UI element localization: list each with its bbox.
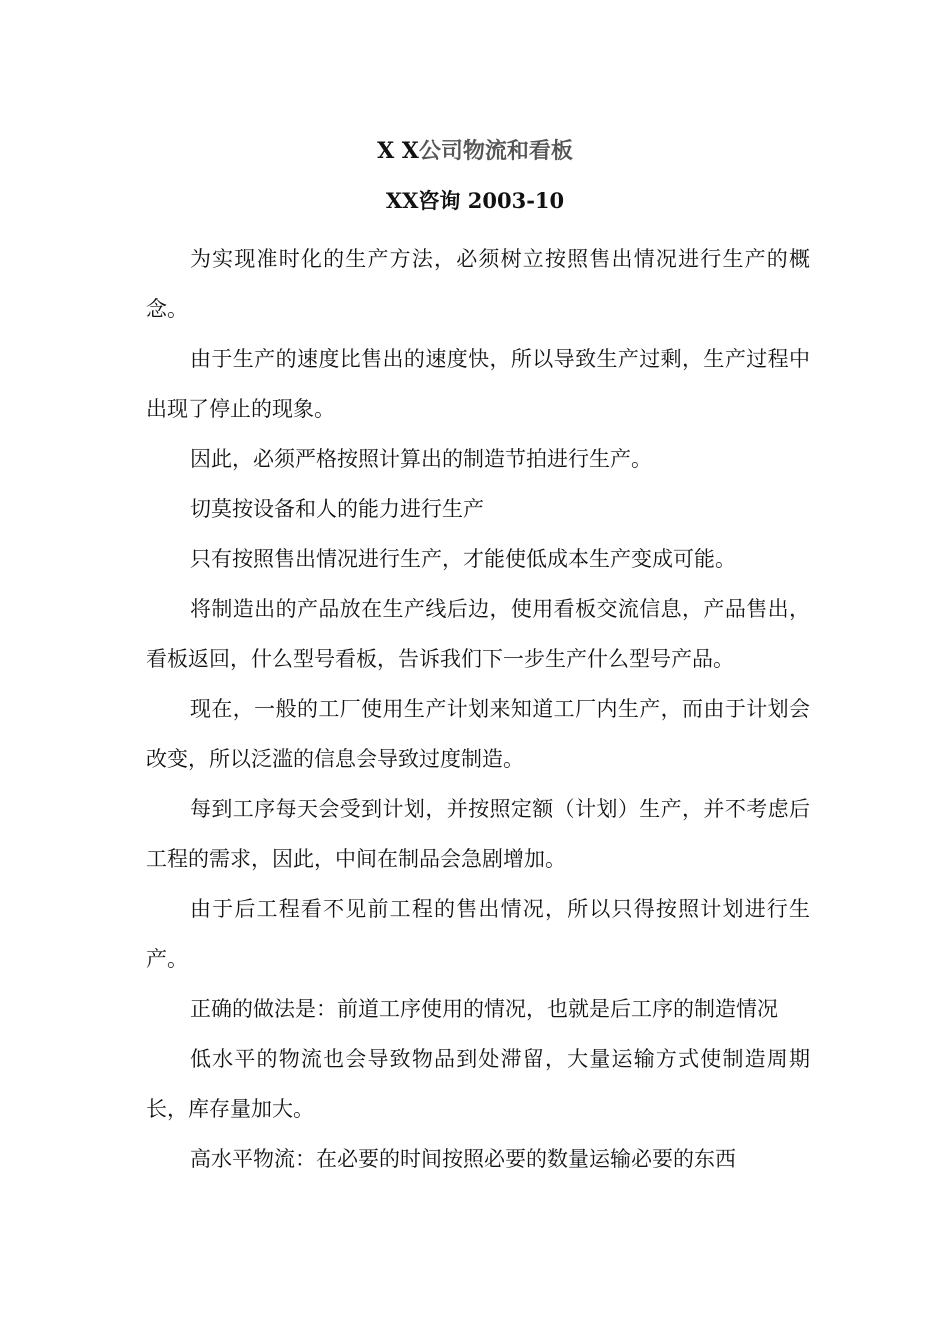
- paragraph: 因此，必须严格按照计算出的制造节拍进行生产。: [190, 447, 652, 471]
- document-body: [146, 234, 810, 1184]
- title-main: 公司物流和看板: [418, 138, 573, 164]
- document-title: [0, 136, 950, 166]
- paragraph: 为实现准时化的生产方法，必须树立按照售出情况进行生产的概念。: [146, 247, 810, 321]
- paragraph: 每到工序每天会受到计划，并按照定额（计划）生产，并不考虑后工程的需求，因此，中间在制品会急剧增加。: [146, 797, 810, 871]
- paragraph: 将制造出的产品放在生产线后边，使用看板交流信息，产品售出，看板返回，什么型号看板，告诉我们下一步生产什么型号产品。: [146, 597, 810, 671]
- paragraph: 只有按照售出情况进行生产，才能使低成本生产变成可能。: [190, 547, 736, 571]
- paragraph: 正确的做法是：前道工序使用的情况，也就是后工序的制造情况: [190, 997, 778, 1021]
- paragraph: 切莫按设备和人的能力进行生产: [190, 497, 484, 521]
- document-subtitle: XX咨询 2003-10: [385, 188, 565, 213]
- paragraph: 由于后工程看不见前工程的售出情况，所以只得按照计划进行生产。: [146, 897, 810, 971]
- paragraph: 由于生产的速度比售出的速度快，所以导致生产过剩，生产过程中出现了停止的现象。: [146, 347, 810, 421]
- paragraph: 现在，一般的工厂使用生产计划来知道工厂内生产，而由于计划会改变，所以泛滥的信息会导致过度制造。: [146, 697, 810, 771]
- paragraph: 低水平的物流也会导致物品到处滞留，大量运输方式使制造周期长，库存量加大。: [146, 1047, 810, 1121]
- title-prefix: X X: [377, 138, 419, 164]
- paragraph: 高水平物流：在必要的时间按照必要的数量运输必要的东西: [190, 1147, 736, 1171]
